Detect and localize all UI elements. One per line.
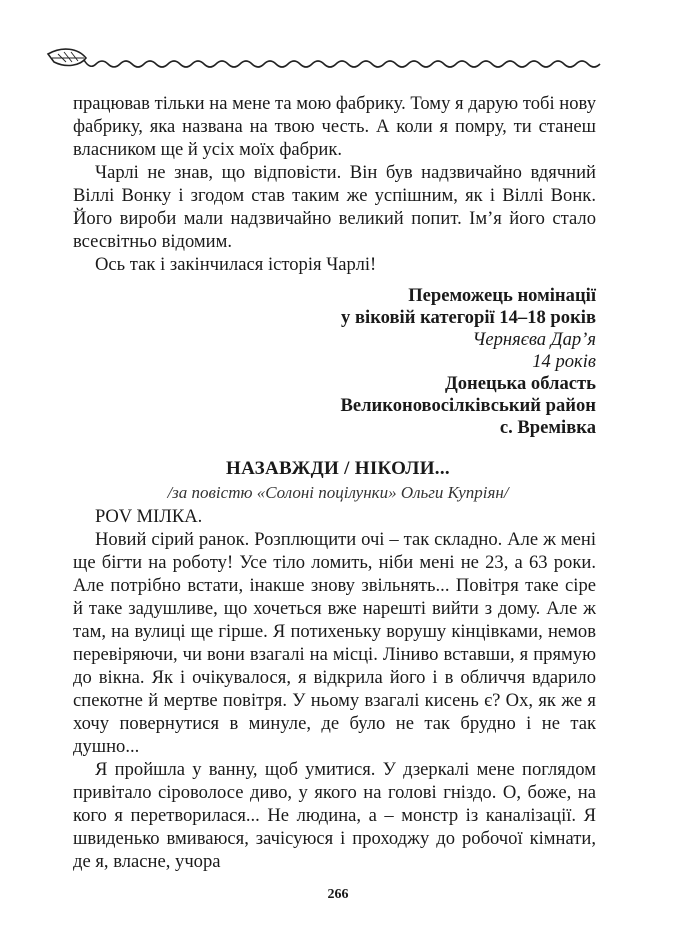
credits-age-category: у віковій категорії 14–18 років xyxy=(341,307,596,328)
story-paragraph: Новий сірий ранок. Розплющити очі – так складно. Але ж мені ще бігти на роботу! Усе тіло ломить, ніби мені не 23, а 63 роки. Але потрібно встати, інакше знову звільнять... Повітря таке сіре й таке задушливе, що хочеться вже нарешті вийти з дому. Але ж там, на вулиці ще гірше. Я потихеньку ворушу кінцівками, немов перевіряючи, чи вони взагалі на місці. Ліниво вставши, я прямую до вікна. Як і очікувалося, я відкрила його і в обличчя вдарило спекотне й мертве повітря. У ньому взагалі кисень є? Ох, як же я хочу повернутися в минуле, де було не так брудно і не так душно... xyxy=(73,529,596,757)
credits-village: с. Времівка xyxy=(499,417,596,438)
story-title: НАЗАВЖДИ / НІКОЛИ... xyxy=(226,458,450,479)
credits-nomination: Переможець номінації xyxy=(408,285,596,306)
story-subtitle: /за повістю «Солоні поцілунки» Ольги Купріян/ xyxy=(167,483,509,502)
story-pov: POV МІЛКА. xyxy=(95,506,203,527)
intro-paragraph: Чарлі не знав, що відповісти. Він був надзвичайно вдячний Віллі Вонку і згодом став таким же успішним, як і Віллі Вонк. Його вироби мали надзвичайно великий попит. Ім’я його стало всесвітньо відомим. xyxy=(73,162,596,252)
credits-district: Великоновосілківський район xyxy=(340,395,596,416)
story-text xyxy=(73,505,596,873)
story-paragraph: Я пройшла у ванну, щоб умитися. У дзеркалі мене поглядом привітало сіроволосе диво, у якого на голові гніздо. О, боже, на кого я перетворилася... Не людина, а – монстр із каналізації. Я швиденько вмиваюся, зачісуюся і проходжу до робочої кімнати, де я, власне, учора xyxy=(73,759,596,872)
intro-paragraph: працював тільки на мене та мою фабрику. Тому я дарую тобі нову фабрику, яка названа на твою честь. А коли я помру, ти станеш власником ще й усіх моїх фабрик. xyxy=(73,93,596,160)
winner-credits xyxy=(156,285,596,439)
intro-text xyxy=(73,92,596,276)
feather-wave-ornament-icon xyxy=(44,44,604,84)
credits-age: 14 років xyxy=(532,351,596,372)
page-number: 266 xyxy=(327,887,349,902)
intro-paragraph: Ось так і закінчилася історія Чарлі! xyxy=(95,254,377,275)
credits-region: Донецька область xyxy=(444,373,596,394)
credits-author: Черняєва Дар’я xyxy=(472,329,596,350)
